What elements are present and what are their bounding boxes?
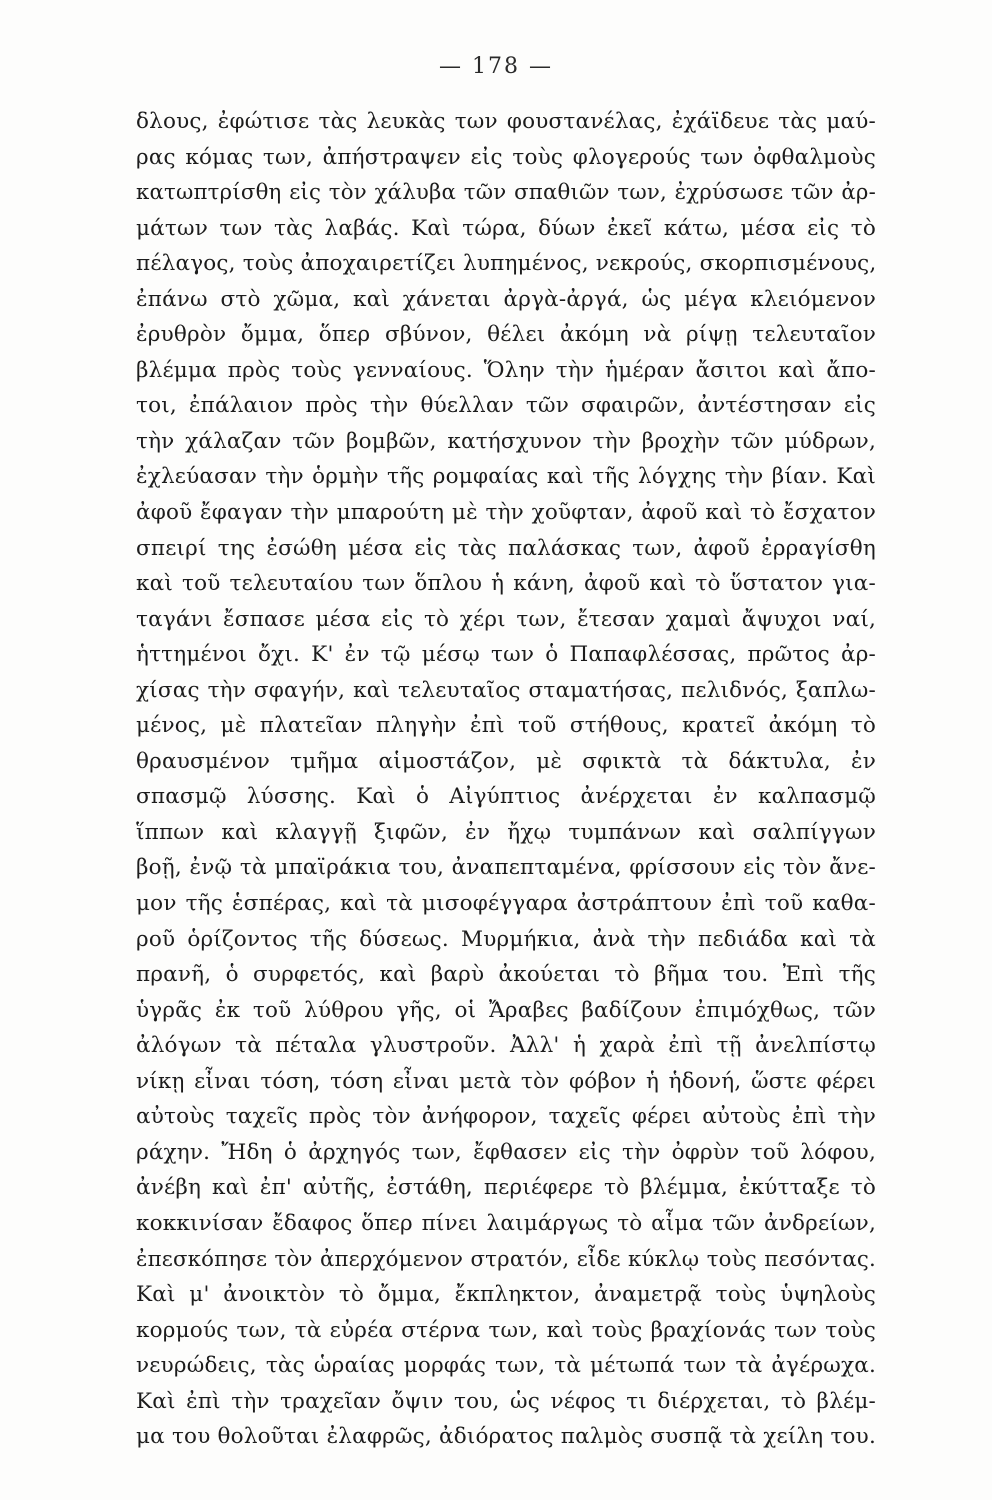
text-line: ἀφοῦ ἔφαγαν τὴν μπαρούτη μὲ τὴν χοῦφταν, ἀφοῦ καὶ τὸ ἔσχατον: [136, 500, 876, 526]
text-line: θραυσμένον τμῆμα αἱμοστάζον, μὲ σφικτὰ τὰ δάκτυλα, ἐν: [136, 748, 876, 774]
text-line: τοι, ἐπάλαιον πρὸς τὴν θύελλαν τῶν σφαιρῶν, ἀντέστησαν εἰς: [136, 393, 876, 419]
text-line: ἐχλεύασαν τὴν ὁρμὴν τῆς ρομφαίας καὶ τῆς λόγχης τὴν βίαν. Καὶ: [136, 464, 876, 490]
text-line: ἐπάνω στὸ χῶμα, καὶ χάνεται ἀργὰ-ἀργά, ὡς μέγα κλειόμενον: [136, 286, 876, 312]
body-text: [136, 104, 876, 1455]
text-line: ἐπεσκόπησε τὸν ἀπερχόμενον στρατόν, εἶδε κύκλῳ τοὺς πεσόντας.: [136, 1246, 876, 1272]
text-line: καὶ τοῦ τελευταίου των ὅπλου ἡ κάνη, ἀφοῦ καὶ τὸ ὕστατον για-: [136, 571, 876, 597]
text-line: βοῇ, ἐνῷ τὰ μπαϊράκια του, ἀναπεπταμένα, φρίσσουν εἰς τὸν ἄνε-: [136, 855, 876, 881]
text-line: μάτων των τὰς λαβάς. Καὶ τώρα, δύων ἐκεῖ κάτω, μέσα εἰς τὸ: [136, 215, 876, 241]
text-line: ροῦ ὁρίζοντος τῆς δύσεως. Μυρμήκια, ἀνὰ τὴν πεδιάδα καὶ τὰ: [136, 926, 876, 952]
text-line: μα του θολοῦται ἐλαφρῶς, ἀδιόρατος παλμὸς συσπᾷ τὰ χείλη του.: [136, 1424, 876, 1450]
text-line: ρας κόμας των, ἀπήστραψεν εἰς τοὺς φλογερούς των ὀφθαλμοὺς: [136, 144, 876, 170]
text-line: κοκκινίσαν ἔδαφος ὅπερ πίνει λαιμάργως τὸ αἷμα τῶν ἀνδρείων,: [136, 1210, 876, 1236]
text-line: μένος, μὲ πλατεῖαν πληγὴν ἐπὶ τοῦ στήθους, κρατεῖ ἀκόμη τὸ: [136, 713, 876, 739]
text-line: πέλαγος, τοὺς ἀποχαιρετίζει λυπημένος, νεκρούς, σκορπισμένους,: [136, 251, 877, 277]
page-number: — 178 —: [439, 54, 553, 79]
text-line: βλέμμα πρὸς τοὺς γενναίους. Ὅλην τὴν ἡμέραν ἄσιτοι καὶ ἄπο-: [136, 357, 876, 383]
text-line: ράχην. Ἤδη ὁ ἀρχηγός των, ἔφθασεν εἰς τὴν ὀφρὺν τοῦ λόφου,: [136, 1139, 876, 1165]
text-line: ἡττημένοι ὄχι. Κ' ἐν τῷ μέσῳ των ὁ Παπαφλέσσας, πρῶτος ἀρ-: [136, 642, 876, 668]
text-line: δλους, ἐφώτισε τὰς λευκὰς των φουστανέλας, ἐχάϊδευε τὰς μαύ-: [136, 109, 876, 134]
text-line: ὑγρᾶς ἐκ τοῦ λύθρου γῆς, οἱ Ἄραβες βαδίζουν ἐπιμόχθως, τῶν: [136, 997, 876, 1023]
text-line: πρανῆ, ὁ συρφετός, καὶ βαρὺ ἀκούεται τὸ βῆμα του. Ἐπὶ τῆς: [136, 962, 876, 988]
text-line: ἀλόγων τὰ πέταλα γλυστροῦν. Ἀλλ' ἡ χαρὰ ἐπὶ τῇ ἀνελπίστῳ: [136, 1033, 876, 1059]
text-line: μον τῆς ἑσπέρας, καὶ τὰ μισοφέγγαρα ἀστράπτουν ἐπὶ τοῦ καθα-: [136, 891, 876, 917]
text-line: τὴν χάλαζαν τῶν βομβῶν, κατήσχυνον τὴν βροχὴν τῶν μύδρων,: [136, 428, 876, 454]
text-line: ταγάνι ἔσπασε μέσα εἰς τὸ χέρι των, ἔτεσαν χαμαὶ ἄψυχοι ναί,: [136, 606, 876, 632]
text-line: σπασμῷ λύσσης. Καὶ ὁ Αἰγύπτιος ἀνέρχεται ἐν καλπασμῷ: [136, 784, 876, 810]
text-line: νευρώδεις, τὰς ὡραίας μορφάς των, τὰ μέτωπά των τὰ ἀγέρωχα.: [136, 1353, 876, 1379]
text-line: αὐτοὺς ταχεῖς πρὸς τὸν ἀνήφορον, ταχεῖς φέρει αὐτοὺς ἐπὶ τὴν: [136, 1104, 876, 1130]
text-line: Καὶ μ' ἀνοικτὸν τὸ ὄμμα, ἔκπληκτον, ἀναμετρᾷ τοὺς ὑψηλοὺς: [136, 1282, 876, 1308]
text-line: Καὶ ἐπὶ τὴν τραχεῖαν ὄψιν του, ὡς νέφος τι διέρχεται, τὸ βλέμ-: [136, 1388, 876, 1414]
text-line: νίκῃ εἶναι τόση, τόση εἶναι μετὰ τὸν φόβον ἡ ἡδονή, ὥστε φέρει: [136, 1068, 876, 1094]
text-line: ἀνέβη καὶ ἐπ' αὐτῆς, ἐστάθη, περιέφερε τὸ βλέμμα, ἐκύτταξε τὸ: [136, 1175, 876, 1201]
text-line: σπειρί της ἐσώθη μέσα εἰς τὰς παλάσκας των, ἀφοῦ ἐρραγίσθη: [136, 535, 876, 561]
text-line: ἵππων καὶ κλαγγῇ ξιφῶν, ἐν ἤχῳ τυμπάνων καὶ σαλπίγγων: [136, 819, 876, 845]
text-line: κορμούς των, τὰ εὐρέα στέρνα των, καὶ τοὺς βραχίονάς των τοὺς: [136, 1317, 876, 1343]
text-line: χίσας τὴν σφαγήν, καὶ τελευταῖος σταματήσας, πελιδνός, ξαπλω-: [136, 677, 876, 703]
text-line: κατωπτρίσθη εἰς τὸν χάλυβα τῶν σπαθιῶν των, ἐχρύσωσε τῶν ἀρ-: [136, 180, 876, 206]
text-line: ἐρυθρὸν ὄμμα, ὅπερ σβύνον, θέλει ἀκόμη νὰ ρίψῃ τελευταῖον: [136, 322, 876, 348]
